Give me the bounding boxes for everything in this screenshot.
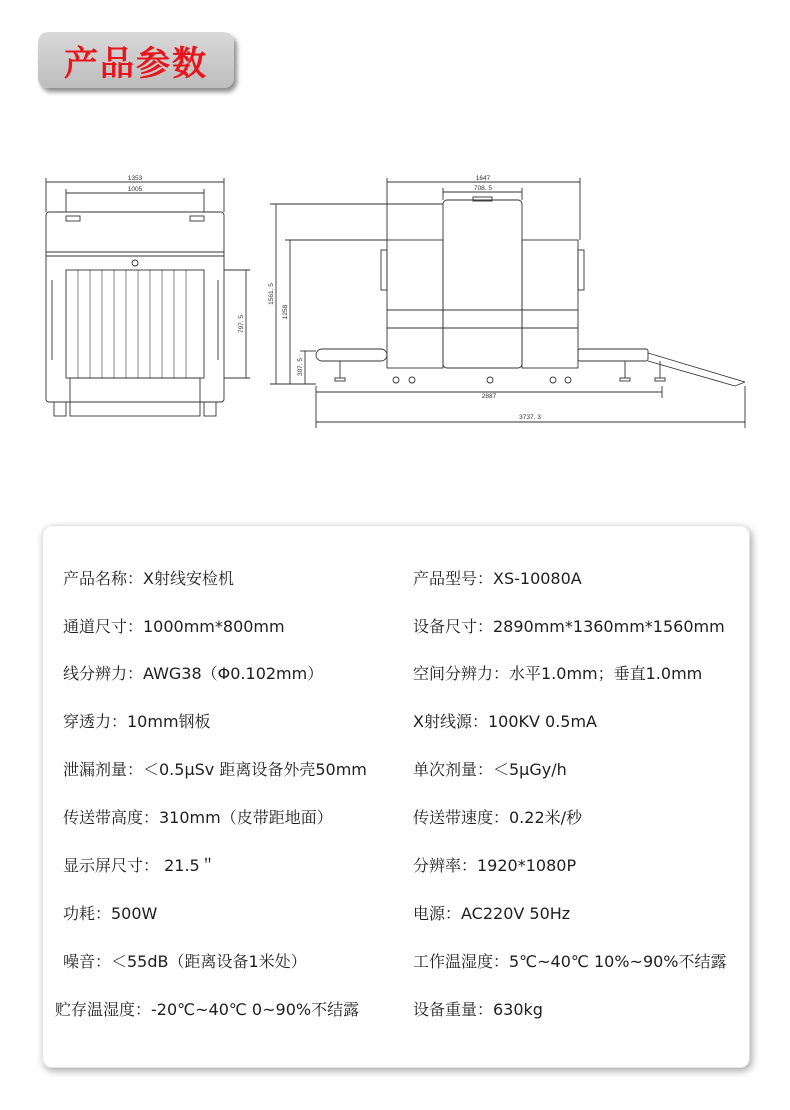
dim-label: 1258 — [282, 304, 289, 320]
dim-label: 1353 — [127, 175, 143, 182]
spec-display-size: 显示屏尺寸： 21.5＂ — [63, 856, 216, 875]
dim-label: 1005 — [127, 186, 143, 193]
dim-label: 3737. 3 — [519, 414, 541, 421]
spec-wire-resolution: 线分辨力：AWG38（Φ0.102mm） — [63, 664, 324, 683]
spec-power-supply: 电源：AC220V 50Hz — [413, 904, 571, 923]
dim-label: 1647 — [475, 175, 491, 182]
spec-operating-conditions: 工作温湿度：5℃~40℃ 10%~90%不结露 — [413, 952, 727, 971]
spec-storage-conditions: 贮存温湿度：-20℃~40℃ 0~90%不结露 — [55, 1000, 360, 1019]
spec-product-name: 产品名称：X射线安检机 — [63, 569, 234, 588]
section-title-badge — [38, 32, 234, 88]
technical-drawing — [0, 160, 790, 460]
spec-leakage-dose: 泄漏剂量：＜0.5μSv 距离设备外壳50mm — [63, 760, 367, 779]
section-title: 产品参数 — [64, 43, 208, 84]
spec-resolution: 分辨率：1920*1080P — [413, 856, 577, 875]
spec-card — [42, 525, 750, 1068]
spec-spatial-resolution: 空间分辨力：水平1.0mm；垂直1.0mm — [413, 664, 703, 683]
spec-single-dose: 单次剂量：＜5μGy/h — [413, 760, 567, 779]
spec-noise: 噪音：＜55dB（距离设备1米处） — [63, 952, 307, 971]
spec-xray-source: X射线源：100KV 0.5mA — [413, 712, 598, 731]
front-view — [46, 178, 250, 416]
spec-power-consumption: 功耗：500W — [63, 904, 158, 923]
dim-label: 708. 5 — [473, 185, 493, 192]
spec-channel-size: 通道尺寸：1000mm*800mm — [63, 617, 285, 636]
side-view — [270, 178, 745, 428]
dim-label: 307. 5 — [297, 357, 304, 377]
spec-penetration: 穿透力：10mm钢板 — [63, 712, 211, 731]
spec-weight: 设备重量：630kg — [413, 1000, 543, 1019]
dim-label: 2887 — [481, 393, 497, 400]
spec-model: 产品型号：XS-10080A — [413, 569, 582, 588]
dim-label: 797. 5 — [238, 314, 245, 334]
spec-conveyor-height: 传送带高度：310mm（皮带距地面） — [63, 808, 333, 827]
dim-label: 1561. 5 — [268, 283, 275, 305]
spec-device-size: 设备尺寸：2890mm*1360mm*1560mm — [413, 617, 725, 636]
spec-conveyor-speed: 传送带速度：0.22米/秒 — [413, 808, 583, 827]
